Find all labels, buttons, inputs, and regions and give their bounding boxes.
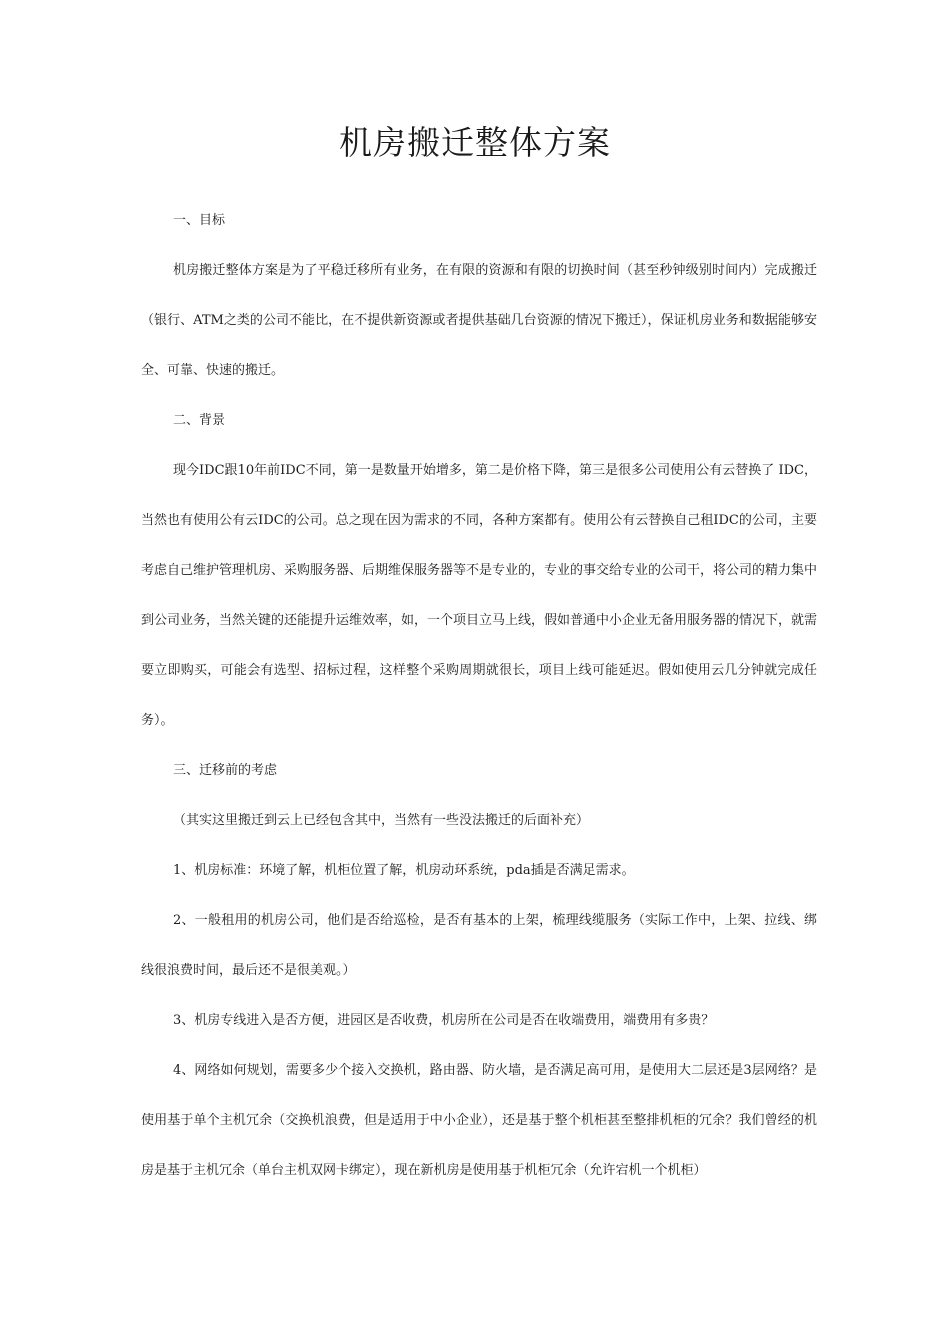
paragraph-background: 现今IDC跟10年前IDC不同，第一是数量开始增多，第二是价格下降，第三是很多公司使用公有云替换了 IDC，当然也有使用公有云IDC的公司。总之现在因为需求的不同，各种方案都有。使用公有云替换自己租IDC的公司，主要考虑自己维护管理机房、采购服务器、后期维保服务器等不是专业的，专业的事交给专业的公司干，将公司的精力集中到公司业务，当然关键的还能提升运维效率，如，一个项目立马上线，假如普通中小企业无备用服务器的情况下，就需要立即购买，可能会有选型、招标过程，这样整个采购周期就很长，项目上线可能延迟。假如使用云几分钟就完成任务）。 [141,463,818,728]
document-body [141,196,817,1196]
section-heading-background: 二、背景 [173,413,226,428]
paragraph-note: （其实这里搬迁到云上已经包含其中，当然有一些没法搬迁的后面补充） [173,813,590,828]
section-heading-goal: 一、目标 [173,213,226,228]
list-item-2: 2、一般租用的机房公司，他们是否给巡检，是否有基本的上架，梳理线缆服务（实际工作中，上架、拉线、绑线很浪费时间，最后还不是很美观。） [141,913,817,978]
list-item-1: 1、机房标准：环境了解，机柜位置了解，机房动环系统，pda插是否满足需求。 [173,863,635,878]
list-item-3: 3、机房专线进入是否方便，进园区是否收费，机房所在公司是否在收端费用，端费用有多贵？ [173,1013,715,1028]
document-title: 机房搬迁整体方案 [339,123,611,162]
section-heading-considerations: 三、迁移前的考虑 [173,763,278,778]
list-item-4: 4、网络如何规划，需要多少个接入交换机，路由器、防火墙，是否满足高可用，是使用大二层还是3层网络？是使用基于单个主机冗余（交换机浪费，但是适用于中小企业），还是基于整个机柜甚至整排机柜的冗余？我们曾经的机房是基于主机冗余（单台主机双网卡绑定），现在新机房是使用基于机柜冗余（允许宕机一个机柜） [141,1063,817,1178]
paragraph-goal: 机房搬迁整体方案是为了平稳迁移所有业务，在有限的资源和有限的切换时间（甚至秒钟级别时间内）完成搬迁（银行、ATM之类的公司不能比，在不提供新资源或者提供基础几台资源的情况下搬迁），保证机房业务和数据能够安全、可靠、快速的搬迁。 [141,263,817,378]
